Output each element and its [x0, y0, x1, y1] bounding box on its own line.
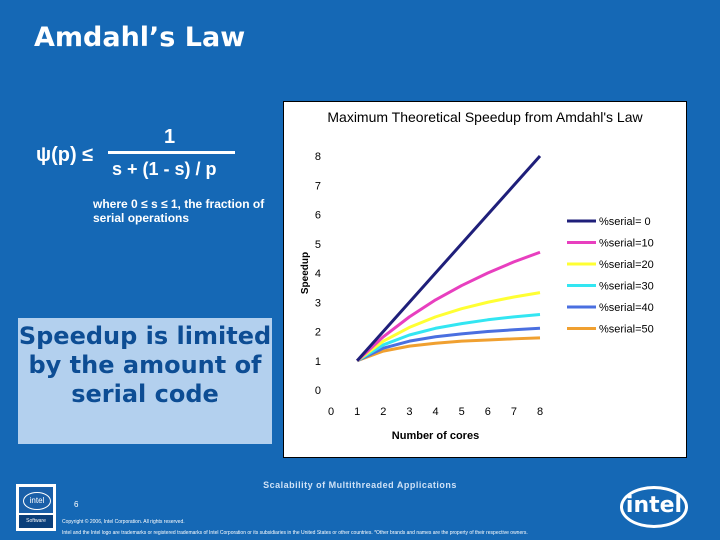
y-tick-label: 2	[314, 326, 321, 339]
badge-intel-logo: intel	[23, 492, 51, 510]
y-tick-label: 0	[314, 385, 321, 397]
x-axis-label: Number of cores	[391, 430, 480, 442]
page-number: 6	[74, 500, 79, 509]
legend-label: %serial=30	[599, 280, 654, 293]
formula-note: where 0 ≤ s ≤ 1, the fraction of serial operations	[93, 197, 265, 225]
x-tick-label: 8	[536, 406, 544, 418]
x-tick-label: 2	[380, 406, 387, 418]
slide-title: Amdahl’s Law	[34, 22, 246, 53]
x-tick-label: 3	[406, 406, 413, 418]
chart-panel	[283, 101, 687, 458]
y-tick-label: 3	[314, 297, 321, 310]
legend-label: %serial=20	[599, 259, 654, 271]
x-tick-label: 0	[327, 406, 335, 418]
y-tick-label: 6	[314, 209, 321, 222]
legend-label: %serial=40	[599, 302, 654, 314]
fraction-bar	[108, 151, 235, 154]
formula-numerator: 1	[164, 126, 176, 148]
x-tick-label: 6	[484, 406, 491, 418]
badge-label: Software	[19, 515, 53, 528]
formula-denominator: s + (1 - s) / p	[112, 159, 217, 179]
trademark-text: Intel and the Intel logo are trademarks or registered trademarks of Intel Corporation or its subsidiaries in the United States or other countries. *Other brands and names are the property of their respective owners.	[62, 530, 528, 536]
y-tick-label: 1	[314, 355, 321, 368]
legend-label: %serial= 0	[599, 216, 651, 228]
x-tick-label: 4	[432, 406, 439, 418]
y-tick-label: 5	[314, 238, 321, 251]
legend-label: %serial=50	[599, 323, 654, 336]
footer-title: Scalability of Multithreaded Applications	[263, 480, 457, 490]
y-tick-label: 8	[314, 151, 321, 163]
intel-logo: intel	[620, 486, 688, 528]
software-badge	[16, 484, 56, 531]
formula-lhs: ψ(p) ≤	[36, 144, 94, 166]
x-tick-label: 5	[458, 406, 465, 418]
y-tick-label: 7	[314, 180, 321, 193]
x-tick-label: 1	[354, 406, 361, 418]
callout-box: Speedup is limited by the amount of serial code	[18, 318, 272, 444]
x-tick-label: 7	[510, 406, 517, 418]
legend-label: %serial=10	[599, 237, 654, 250]
speedup-chart	[284, 102, 686, 457]
y-axis-label: Speedup	[300, 251, 311, 295]
copyright-text: Copyright © 2006, Intel Corporation. All rights reserved.	[62, 519, 185, 525]
y-tick-label: 4	[314, 268, 321, 280]
chart-title: Maximum Theoretical Speedup from Amdahl's Law	[327, 109, 643, 125]
